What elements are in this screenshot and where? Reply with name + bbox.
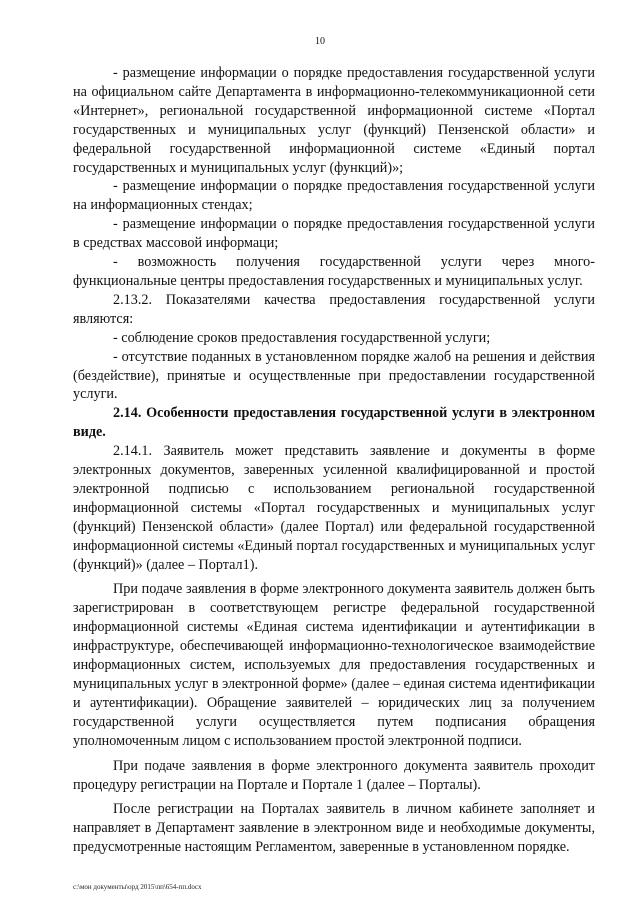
section-heading: 2.14. Особенности предоставления государственной услуги в электронном виде. xyxy=(73,405,595,441)
document-body xyxy=(73,64,595,857)
paragraph: 2.14.1. Заявитель может представить заявление и документы в форме электронных документов, заверенных усиленной квалифицированной и простой электронной подписью с использованием региональной государственной информационной системы «Портал государственных и муниципальных услуг (функций) Пензенской области» (далее Портал) или федеральной государственной информационной системы «Единый портал государственных и муниципальных услуг (функций)» (далее – Портал1). xyxy=(73,443,595,573)
paragraph: При подаче заявления в форме электронного документа заявитель проходит процедуру регистрации на Портале и Портале 1 (далее – Порталы). xyxy=(73,757,595,793)
paragraph: При подаче заявления в форме электронного документа заявитель должен быть зарегистрирован в соответствующем регистре федеральной государственной информационной системы «Единая система идентификации и аутентификации в инфраструктуре, обеспечивающей информационно-технологическое взаимодействие информационных систем, используемых для предоставления государственных и муниципальных услуг в электронной форме» (далее – единая система идентификации и аутентификации). Обращение заявителей – юридических лиц за получением государственной услуги осуществляется путем подписания обращения уполномоченным лицом с использованием простой электронной подписи. xyxy=(73,581,595,749)
paragraph: 2.13.2. Показателями качества предоставления государственной услуги являются: xyxy=(73,291,595,327)
paragraph: - соблюдение сроков предоставления государственной услуги; xyxy=(113,329,491,346)
page-number: 10 xyxy=(315,36,325,47)
paragraph: После регистрации на Порталах заявитель в личном кабинете заполняет и направляет в Департамент заявление в электронном виде и необходимые документы, предусмотренные настоящим Регламентом, заверенные в установленном порядке. xyxy=(73,801,595,856)
paragraph: - размещение информации о порядке предоставления государственной услуги на официальном сайте Департамента в информационно-телекоммуникационной сети «Интернет», региональной государственной информационной системе «Портал государственных и муниципальных услуг (функций) Пензенской области» и федеральной государственной информационной системе «Единый портал государственных и муниципальных услуг (функций)»; xyxy=(73,65,595,176)
paragraph: - возможность получения государственной услуги через много-функциональные центры предоставления государственных и муниципальных услуг. xyxy=(73,254,595,289)
paragraph: - отсутствие поданных в установленном порядке жалоб на решения и действия (бездействие), принятые и осуществленные при предоставлении государственной услуги. xyxy=(73,348,595,403)
paragraph: - размещение информации о порядке предоставления государственной услуги на информационных стендах; xyxy=(73,178,595,214)
file-path-footer: c:\мои документы\орд 2015\пп\654-пп.docx xyxy=(73,883,202,891)
paragraph: - размещение информации о порядке предоставления государственной услуги в средствах массовой информаци; xyxy=(73,216,595,252)
